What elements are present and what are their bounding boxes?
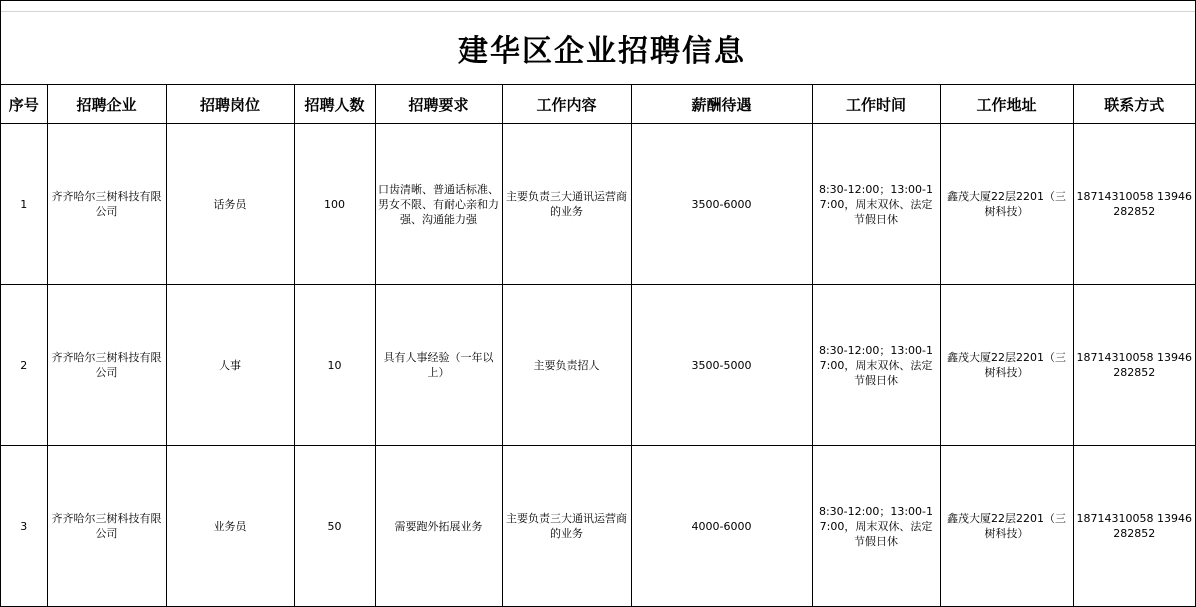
hours-text: 8:30-12:00；13:00-17:00，周末双休、法定节假日休 (818, 504, 934, 548)
address-text: 鑫茂大厦22层2201（三树科技） (947, 351, 1066, 379)
cell-contact[interactable] (1073, 124, 1195, 285)
contact-text: 18714310058 13946282852 (1076, 190, 1192, 218)
cell-hours[interactable] (812, 446, 940, 607)
cell-requirements[interactable] (375, 446, 502, 607)
recruitment-table (1, 85, 1195, 607)
cell-content[interactable] (502, 124, 631, 285)
contact-text: 18714310058 13946282852 (1076, 351, 1192, 379)
cell-content[interactable] (502, 285, 631, 446)
header-row (1, 85, 1195, 124)
table-row (1, 124, 1195, 285)
cell-company[interactable] (47, 124, 166, 285)
cell-hours[interactable] (812, 285, 940, 446)
cell-no[interactable]: 2 (1, 285, 47, 446)
header-cell[interactable]: 薪酬待遇 (631, 85, 812, 124)
company-text: 齐齐哈尔三树科技有限公司 (51, 190, 162, 218)
header-cell[interactable]: 招聘人数 (294, 85, 375, 124)
cell-contact[interactable] (1073, 446, 1195, 607)
cell-address[interactable] (940, 285, 1073, 446)
cell-no[interactable]: 1 (1, 124, 47, 285)
cell-salary[interactable]: 4000-6000 (631, 446, 812, 607)
header-cell[interactable]: 招聘企业 (47, 85, 166, 124)
company-text: 齐齐哈尔三树科技有限公司 (51, 351, 162, 379)
requirements-text: 需要跑外拓展业务 (394, 519, 483, 533)
cell-position[interactable]: 人事 (166, 285, 294, 446)
header-cell[interactable]: 序号 (1, 85, 47, 124)
title-cell[interactable] (1, 12, 1195, 85)
address-text: 鑫茂大厦22层2201（三树科技） (947, 512, 1066, 540)
content-text: 主要负责三大通讯运营商的业务 (506, 512, 627, 540)
cell-count[interactable]: 50 (294, 446, 375, 607)
cell-position[interactable]: 业务员 (166, 446, 294, 607)
cell-no[interactable]: 3 (1, 446, 47, 607)
cell-position[interactable]: 话务员 (166, 124, 294, 285)
contact-text: 18714310058 13946282852 (1076, 512, 1192, 540)
blank-row[interactable] (1, 1, 1195, 12)
hours-text: 8:30-12:00；13:00-17:00，周末双休、法定节假日休 (818, 343, 934, 387)
cell-salary[interactable]: 3500-5000 (631, 285, 812, 446)
requirements-text: 口齿清晰、普通话标准、男女不限、有耐心亲和力强、沟通能力强 (378, 182, 499, 226)
header-cell[interactable]: 招聘岗位 (166, 85, 294, 124)
address-text: 鑫茂大厦22层2201（三树科技） (947, 190, 1066, 218)
cell-hours[interactable] (812, 124, 940, 285)
page-title: 建华区企业招聘信息 (458, 34, 746, 69)
cell-content[interactable] (502, 446, 631, 607)
cell-count[interactable]: 10 (294, 285, 375, 446)
cell-requirements[interactable] (375, 285, 502, 446)
hours-text: 8:30-12:00；13:00-17:00，周末双休、法定节假日休 (818, 182, 934, 226)
cell-salary[interactable]: 3500-6000 (631, 124, 812, 285)
requirements-text: 具有人事经验（一年以上） (383, 351, 494, 379)
company-text: 齐齐哈尔三树科技有限公司 (51, 512, 162, 540)
table-row (1, 446, 1195, 607)
cell-address[interactable] (940, 124, 1073, 285)
header-cell[interactable]: 工作地址 (940, 85, 1073, 124)
cell-address[interactable] (940, 446, 1073, 607)
header-cell[interactable]: 招聘要求 (375, 85, 502, 124)
header-cell[interactable]: 联系方式 (1073, 85, 1195, 124)
cell-requirements[interactable] (375, 124, 502, 285)
header-cell[interactable]: 工作时间 (812, 85, 940, 124)
cell-company[interactable] (47, 285, 166, 446)
cell-company[interactable] (47, 446, 166, 607)
content-text: 主要负责招人 (533, 358, 600, 372)
table-row (1, 285, 1195, 446)
cell-count[interactable]: 100 (294, 124, 375, 285)
header-cell[interactable]: 工作内容 (502, 85, 631, 124)
cell-contact[interactable] (1073, 285, 1195, 446)
content-text: 主要负责三大通讯运营商的业务 (506, 190, 627, 218)
